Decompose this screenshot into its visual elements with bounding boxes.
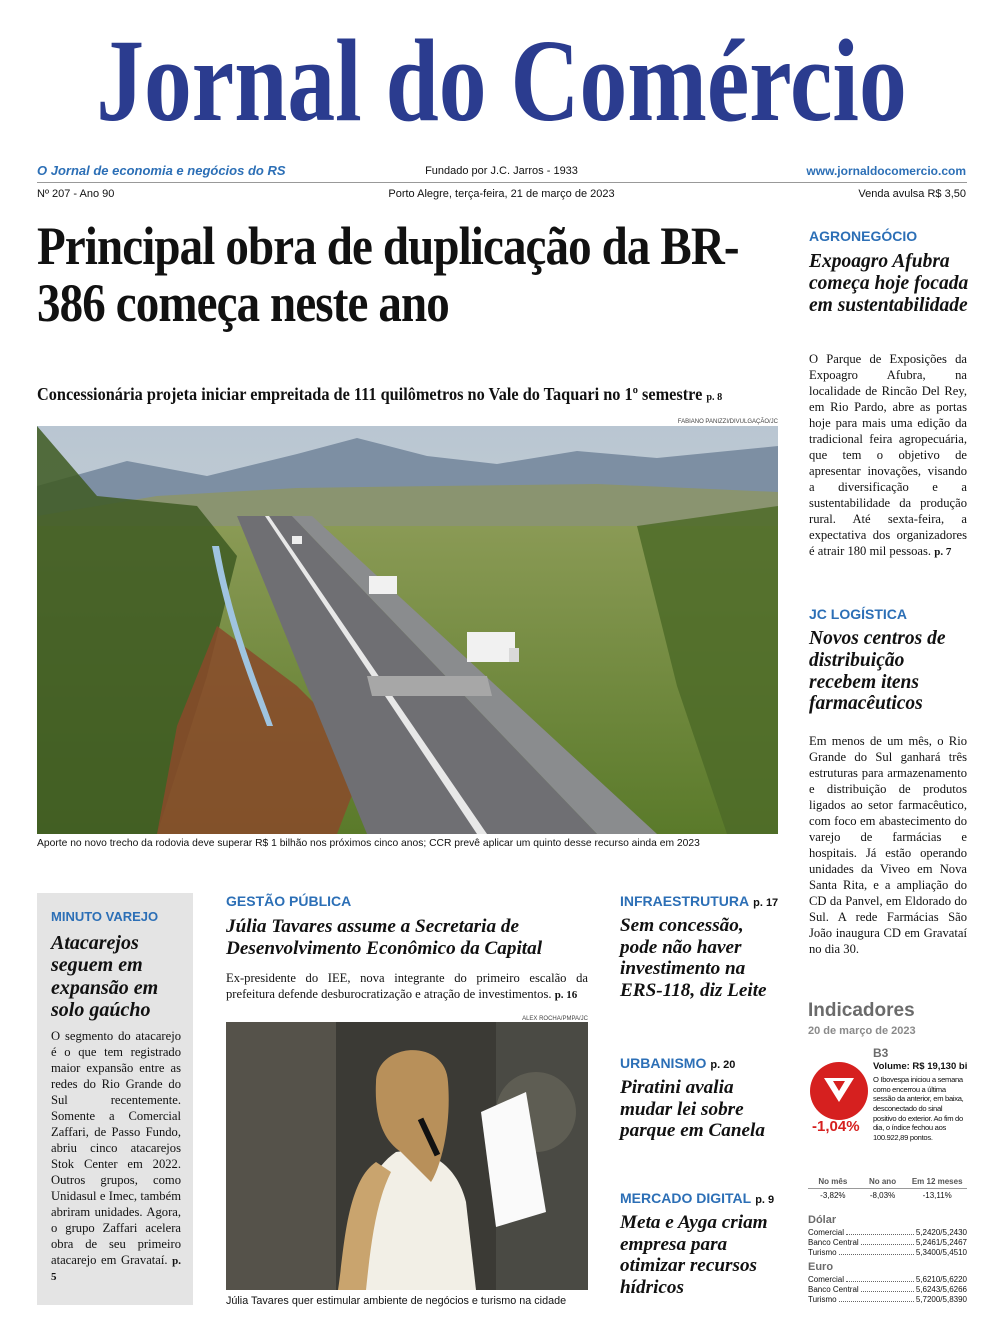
logistica-kicker[interactable]: JC LOGÍSTICA [809,606,908,622]
euro-label: Euro [808,1261,834,1273]
brief-kicker: MERCADO DIGITAL [620,1190,752,1206]
brief-urbanismo[interactable] [620,1055,785,1142]
period-headers [808,1177,967,1186]
euro-table [808,1275,967,1305]
gestao-photo-credit: ALEX ROCHA/PMPA/JC [522,1016,588,1022]
highway-photo[interactable] [37,426,778,834]
brief-page-ref: p. 9 [755,1194,775,1206]
b3-note: O Ibovespa iniciou a semana como encerrou a última sessão da anterior, em baixa, desconectado do sinal positivo do exterior. Ao fim do dia, o índice fechou aos 100.922,89 pontos. [873,1075,964,1142]
rate-row: Banco Central 5,6243/5,6266 [808,1285,967,1294]
brief-headline: Sem concessão, pode não haver investimento na ERS-118, diz Leite [620,915,767,1001]
brief-kicker: INFRAESTRUTURA [620,893,750,909]
gestao-headline[interactable]: Júlia Tavares assume a Secretaria de Desenvolvimento Econômico da Capital [226,916,543,959]
lead-caption: Aporte no novo trecho da rodovia deve superar R$ 1 bilhão nos próximos cinco anos; CCR prevê aplicar um quinto desse recurso ainda em 2023 [37,838,700,849]
agro-kicker[interactable]: AGRONEGÓCIO [809,228,918,244]
lead-headline[interactable]: Principal obra de duplicação da BR-386 começa neste ano [37,216,739,334]
rate-row: Comercial 5,2420/5,2430 [808,1228,967,1237]
agro-headline[interactable]: Expoagro Afubra começa hoje focada em sustentabilidade [809,251,969,316]
indicators-date: 20 de março de 2023 [808,1025,916,1037]
rate-row: Banco Central 5,2461/5,2467 [808,1238,967,1247]
indicators-title: Indicadores [808,1000,915,1021]
period-header: Em 12 meses [911,1177,963,1186]
period-value: -13,11% [922,1191,952,1200]
gestao-caption: Júlia Tavares quer estimular ambiente de negócios e turismo na cidade [226,1295,567,1307]
dateline: Porto Alegre, terça-feira, 21 de março de 2023 [388,188,615,200]
varejo-kicker[interactable]: MINUTO VAREJO [51,909,159,924]
website-link[interactable]: www.jornaldocomercio.com [806,164,966,178]
dolar-table [808,1228,967,1258]
logistica-body: Em menos de um mês, o Rio Grande do Sul ganhará três estruturas para armazenamento e distribuição de produtos ligados ao setor farmacêutico, com foco em abastecimento do varejo de farmácias e hospitais. Já estão operando unidades da Viveo em Nova Santa Rita, e a ampliação do CD da Panvel, em Eldorado do Sul. A rede Farmácias São João inaugura CD em Gravataí no dia 30. [809,734,967,956]
down-arrow-icon [810,1062,868,1120]
period-header: No mês [818,1177,848,1186]
b3-volume: Volume: R$ 19,130 bi [873,1061,968,1072]
lead-photo-credit: FABIANO PANIZZI/DIVULGAÇÃO/JC [677,419,778,425]
gestao-page-ref: p. 16 [554,989,578,1002]
rate-row: Turismo 5,3400/5,4510 [808,1248,967,1257]
varejo-page-ref: p. 5 [51,1254,182,1283]
agro-page-ref: p. 7 [934,545,952,558]
founded-line: Fundado por J.C. Jarros - 1933 [425,165,578,177]
julia-tavares-photo[interactable] [226,1022,588,1290]
price: Venda avulsa R$ 3,50 [858,188,966,200]
rate-row: Comercial 5,6210/5,6220 [808,1275,967,1284]
tagline: O Jornal de economia e negócios do RS [37,163,286,178]
varejo-headline[interactable]: Atacarejos seguem em expansão em solo gaúcho [51,932,159,1022]
period-values [808,1191,967,1200]
varejo-body: O segmento do atacarejo é o que tem registrado maior expansão entre as redes do Rio Grande do Sul recentemente. Somente a Comercial Zaffari, de Passo Fundo, abriu cinco atacarejos Stok Center em 2022. Outros grupos, como Unidasul e Imec, também abriram unidades. Agora, o grupo Zaffari acelera obra de seu primeiro atacarejo em Gravataí. p. 5 [51,1029,182,1283]
brief-headline: Meta e Ayga criam empresa para otimizar recursos hídricos [620,1212,768,1298]
period-header: No ano [868,1177,897,1186]
brief-page-ref: p. 17 [753,897,779,909]
brief-mercado-digital[interactable] [620,1190,785,1298]
period-value: -3,82% [820,1191,846,1200]
rate-row: Turismo 5,7200/5,8390 [808,1295,967,1304]
dolar-label: Dólar [808,1214,837,1226]
lead-page-ref: p. 8 [706,391,723,403]
gestao-kicker[interactable]: GESTÃO PÚBLICA [226,893,352,909]
masthead-title: Jornal do Comércio [96,15,907,146]
period-divider [808,1188,967,1189]
logistica-headline[interactable]: Novos centros de distribuição recebem itens farmacêuticos [809,628,946,715]
gestao-body: Ex-presidente do IEE, nova integrante do primeiro escalão da prefeitura defende desburocratização e atração de investimentos. p. 16 [226,971,588,1002]
brief-kicker: URBANISMO [620,1055,707,1071]
issue-number: Nº 207 - Ano 90 [37,188,115,200]
lead-subhead: Concessionária projeta iniciar empreitada de 111 quilômetros no Vale do Taquari no 1º semestre p. 8 [37,384,723,404]
agro-body: O Parque de Exposições da Expoagro Afubra, na localidade de Rincão Del Rey, em Rio Pardo, abre as portas hoje para mais uma edição da tradicional feira agropecuária, que tem o objetivo de apresentar inovações, visando a diversificação e a sustentabilidade da produção rural. Até sexta-feira, a expectativa dos organizadores é atrair 180 mil pessoas. p. 7 [809,352,967,558]
brief-headline: Piratini avalia mudar lei sobre parque em Canela [620,1077,765,1141]
masthead-divider [37,182,967,183]
period-value: -8,03% [869,1191,896,1200]
b3-label: B3 [873,1046,889,1060]
brief-page-ref: p. 20 [710,1059,736,1071]
b3-change: -1,04% [812,1118,860,1135]
brief-infraestrutura[interactable] [620,893,785,1001]
